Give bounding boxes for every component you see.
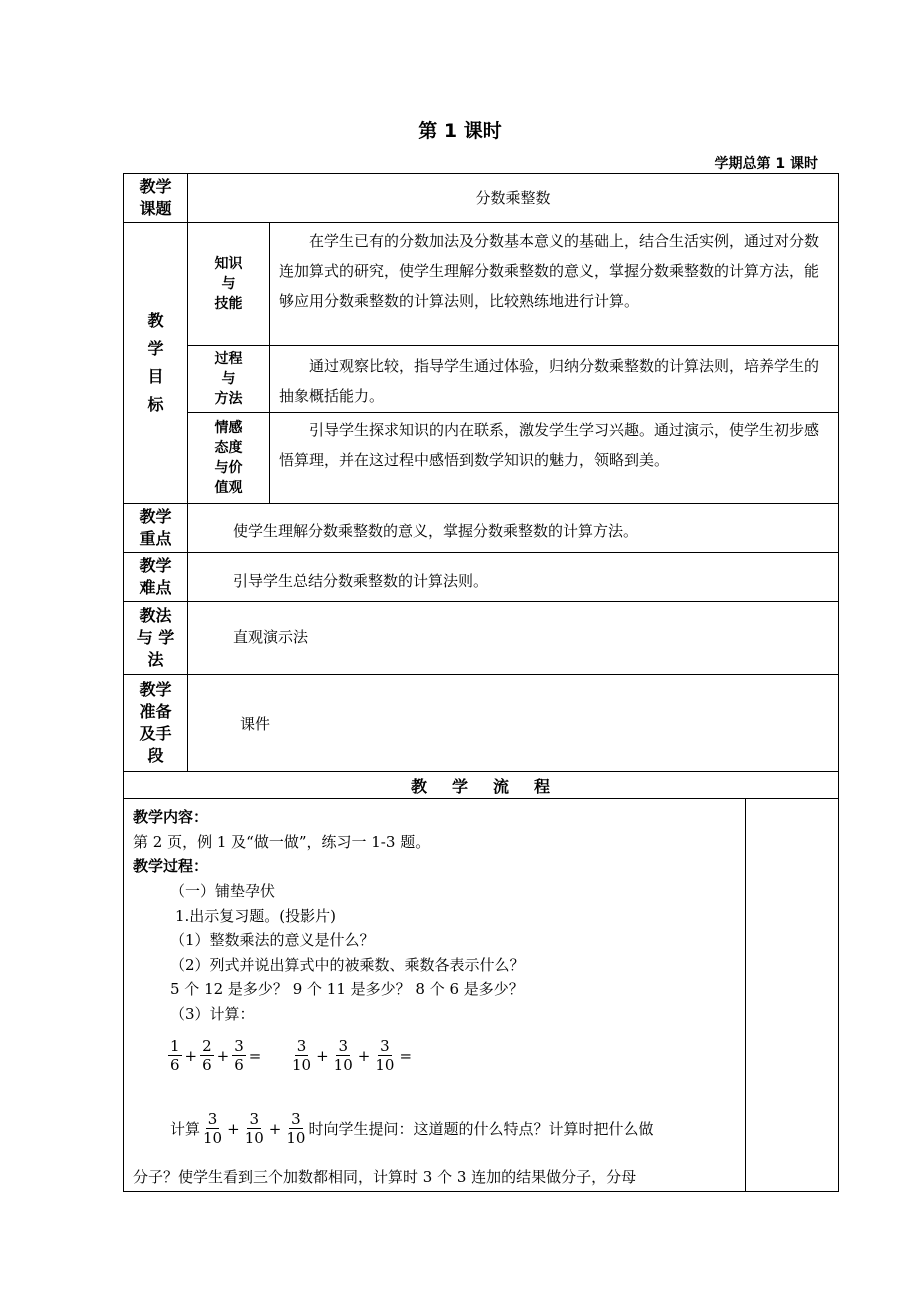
fraction: $\frac{3}{10}$	[203, 1110, 223, 1147]
last-line: 分子？使学生看到三个加数都相同，计算时 3 个 3 连加的结果做分子，分母	[133, 1168, 637, 1186]
process-heading: 教学过程：	[133, 857, 209, 875]
topic-value: 分数乘整数	[475, 189, 551, 207]
page-title: 第 1 课时	[418, 120, 502, 142]
fraction: $\frac{3}{6}$	[234, 1037, 244, 1074]
question-2: （2）列式并说出算式中的被乘数、乘数各表示什么？	[170, 956, 525, 974]
fraction: $\frac{3}{10}$	[244, 1110, 264, 1147]
fraction: $\frac{3}{10}$	[286, 1110, 306, 1147]
expression-b: $\frac{3}{10}$ + $\frac{3}{10}$ + $\frac{3}{10}$ =	[292, 1037, 413, 1074]
expression-a: $\frac{1}{6}$ + $\frac{2}{6}$ + $\frac{3}{6}$ =	[170, 1037, 262, 1074]
content-text: 第 2 页，例 1 及“做一做”，练习一 1-3 题。	[133, 833, 431, 851]
process-text: 通过观察比较，指导学生通过体验，归纳分数乘整数的计算法则，培养学生的抽象概括能力。	[279, 357, 820, 405]
fraction: $\frac{1}{6}$	[170, 1037, 180, 1074]
fraction: $\frac{3}{10}$	[375, 1037, 395, 1074]
prep-label: 教学 准备 及手 段	[139, 680, 172, 765]
page-subtitle: 学期总第 1 课时	[714, 156, 818, 172]
knowledge-text: 在学生已有的分数加法及分数基本意义的基础上，结合生活实例，通过对分数连加算式的研究，使学生理解分数乘整数的意义，掌握分数乘整数的计算方法，能够应用分数乘整数的计算法则，比较熟练地进行计算。	[279, 232, 820, 310]
emotion-text: 引导学生探求知识的内在联系，激发学生学习兴趣。通过演示，使学生初步感悟算理，并在这过程中感悟到数学知识的魅力，领略到美。	[279, 421, 820, 469]
prep-value: 课件	[240, 715, 271, 733]
emotion-label: 情感 态度 与价 值观	[214, 420, 243, 496]
key-point-value: 使学生理解分数乘整数的意义，掌握分数乘整数的计算方法。	[233, 522, 639, 540]
fraction: $\frac{3}{10}$	[292, 1037, 312, 1074]
fraction: $\frac{3}{10}$	[333, 1037, 353, 1074]
flow-heading: 教 学 流 程	[410, 776, 552, 796]
step-1: （一）铺垫孕伏	[170, 882, 276, 900]
knowledge-label: 知识 与 技能	[214, 256, 243, 312]
question-2-detail: 5 个 12 是多少？ 9 个 11 是多少？ 8 个 6 是多少？	[170, 980, 524, 998]
method-label: 教法 与 学 法	[136, 606, 175, 669]
method-value: 直观演示法	[233, 628, 309, 646]
process-label: 过程 与 方法	[214, 351, 243, 407]
question-1: （1）整数乘法的意义是什么？	[170, 931, 375, 949]
goals-label: 教 学 目 标	[147, 311, 164, 414]
question-3: （3）计算：	[170, 1005, 255, 1023]
topic-label: 教学 课题	[139, 177, 172, 218]
difficulty-label: 教学 难点	[139, 556, 172, 597]
content-label: 教学内容：	[133, 808, 209, 826]
difficulty-value: 引导学生总结分数乘整数的计算法则。	[233, 572, 489, 590]
step-1-1: 1.出示复习题。(投影片)	[175, 907, 337, 925]
key-point-label: 教学 重点	[139, 507, 172, 548]
calc-sentence: 计算 $\frac{3}{10}$ + $\frac{3}{10}$ + $\frac{3}{10}$ 时向学生提问：这道题的什么特点？计算时把什么做	[170, 1110, 654, 1147]
fraction: $\frac{2}{6}$	[202, 1037, 212, 1074]
